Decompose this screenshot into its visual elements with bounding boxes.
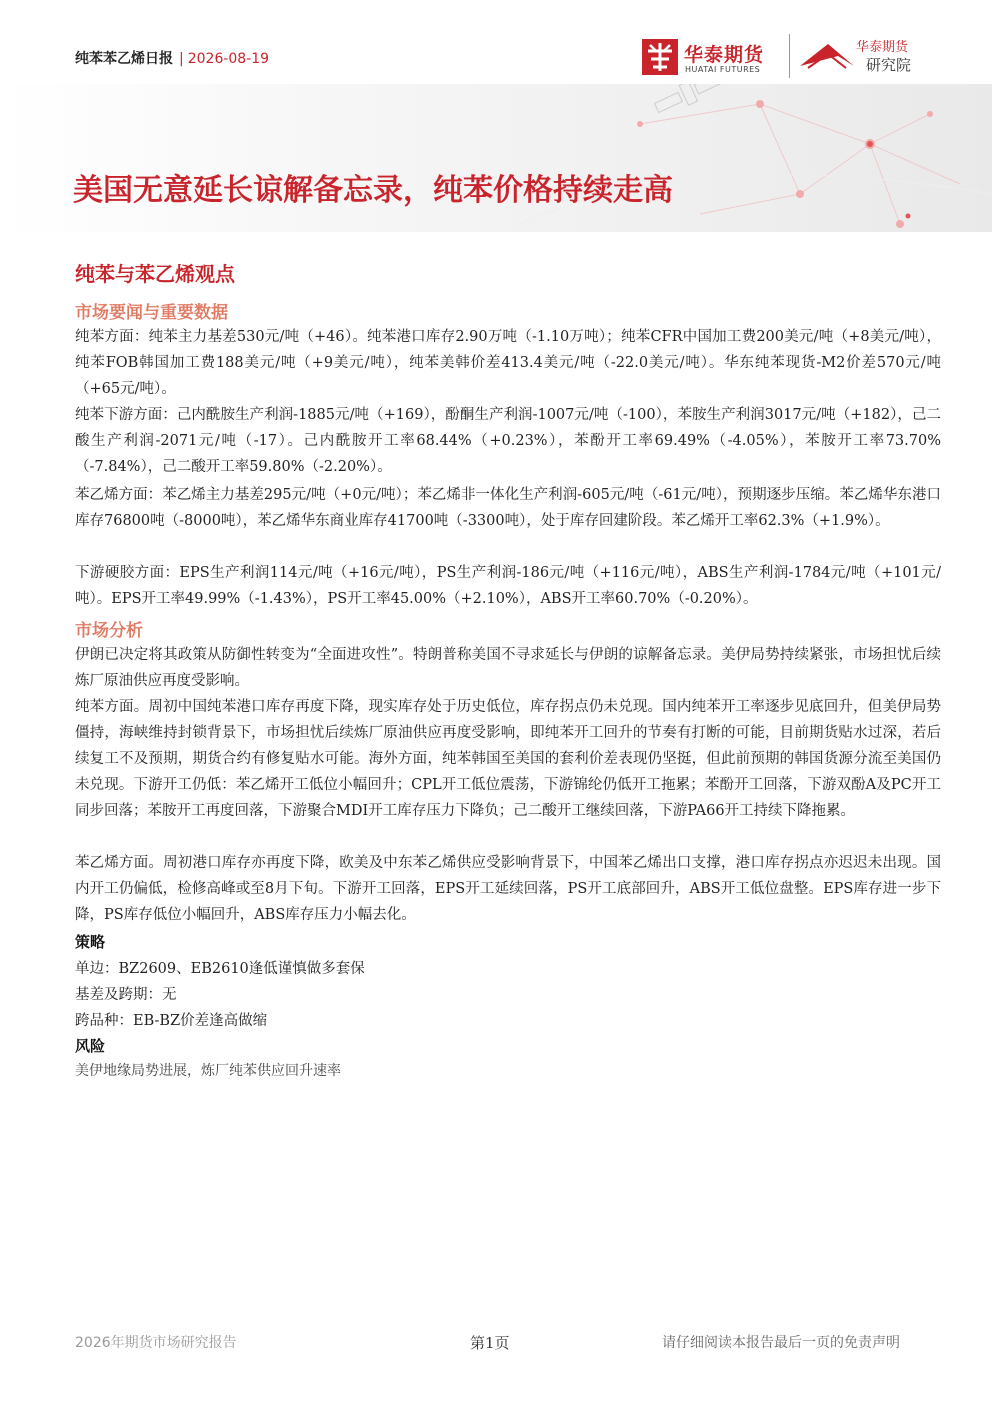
- research-logo-line1: 华泰期货: [856, 40, 909, 55]
- news-paragraph-hard-plastics: 下游硬胶方面：EPS生产利润114元/吨（+16元/吨），PS生产利润-186元/吨（+116元/吨），ABS生产利润-1784元/吨（+101元/吨）。EPS开工率49.99%（-1.43%），PS开工率45.00%（+2.10%），ABS开工率60.70%（-0.20%）。: [75, 565, 941, 607]
- header-separator: |: [179, 51, 184, 67]
- research-logo-line2: 研究院: [866, 56, 912, 74]
- market-analysis-heading: 市场分析: [75, 621, 143, 641]
- news-paragraph-styrene: 苯乙烯方面：苯乙烯主力基差295元/吨（+0元/吨）；苯乙烯非一体化生产利润-605元/吨（-61元/吨），预期逐步压缩。苯乙烯华东港口库存76800吨（-8000吨），苯乙烯华东商业库存41700吨（-3300吨），处于库存回建阶段。苯乙烯开工率62.3%（+1.9%）。: [75, 487, 941, 529]
- main-title: 美国无意延长谅解备忘录，纯苯价格持续走高: [73, 173, 673, 208]
- report-header: [75, 48, 269, 68]
- logo-name-en: HUATAI FUTURES: [685, 65, 761, 74]
- footer-disclaimer-note: 请仔细阅读本报告最后一页的免责声明: [662, 1335, 900, 1351]
- strategy-item: 基差及跨期：无: [75, 987, 177, 1003]
- analysis-paragraph-benzene: 纯苯方面。周初中国纯苯港口库存再度下降，现实库存处于历史低位，库存拐点仍未兑现。国内纯苯开工率逐步见底回升，但美伊局势僵持，海峡维持封锁背景下，市场担忧后续炼厂原油供应再度受影响，即纯苯开工回升的节奏有打断的可能，目前期货贴水过深，若后续复工不及预期，期货合约有修复贴水可能。海外方面，纯苯韩国至美国的套利价差表现仍坚挺，但此前预期的韩国货源分流至美国仍未兑现。下游开工仍低：苯乙烯开工低位小幅回升；CPL开工低位震荡，下游锦纶仍低开工拖累；苯酚开工回落，下游双酚A及PC开工同步回落；苯胺开工再度回落，下游聚合MDI开工库存压力下降负；己二酸开工继续回落，下游PA66开工持续下降拖累。: [75, 699, 941, 819]
- research-institute-logo: [798, 36, 928, 80]
- huatai-futures-logo: [642, 38, 782, 78]
- footer-report-name: 2026年期货市场研究报告: [75, 1335, 237, 1351]
- risk-text: 美伊地缘局势进展，炼厂纯苯供应回升速率: [75, 1063, 341, 1079]
- footer-page-number: 第1页: [470, 1334, 510, 1352]
- report-title: 纯苯苯乙烯日报: [75, 51, 173, 67]
- report-date: 2026-08-19: [187, 51, 270, 67]
- logo-name-cn: 华泰期货: [684, 44, 765, 66]
- research-logo-icon: [798, 40, 856, 70]
- strategy-item: 跨品种：EB-BZ价差逢高做缩: [75, 1013, 268, 1029]
- risk-heading: 风险: [75, 1037, 106, 1055]
- news-paragraph-benzene-downstream: 纯苯下游方面：己内酰胺生产利润-1885元/吨（+169），酚酮生产利润-1007元/吨（-100），苯胺生产利润3017元/吨（+182），己二酸生产利润-2071元/吨（-17）。己内酰胺开工率68.44%（+0.23%），苯酚开工率69.49%（-4.05%），苯胺开工率73.70%（-7.84%），己二酸开工率59.80%（-2.20%）。: [75, 407, 941, 475]
- strategy-item: 单边：BZ2609、EB2610逢低谨慎做多套保: [75, 961, 365, 977]
- section-title: 纯苯与苯乙烯观点: [75, 262, 235, 286]
- huatai-logo-icon: [642, 39, 678, 75]
- analysis-paragraph-styrene: 苯乙烯方面。周初港口库存亦再度下降，欧美及中东苯乙烯供应受影响背景下，中国苯乙烯出口支撑，港口库存拐点亦迟迟未出现。国内开工仍偏低，检修高峰或至8月下旬。下游开工回落，EPS开工延续回落，PS开工底部回升，ABS开工低位盘整。EPS库存进一步下降，PS库存低位小幅回升，ABS库存压力小幅去化。: [75, 855, 941, 923]
- header-banner-graphic: [0, 84, 992, 232]
- market-news-heading: 市场要闻与重要数据: [75, 303, 228, 323]
- strategy-heading: 策略: [75, 933, 106, 951]
- analysis-paragraph-geopolitics: 伊朗已决定将其政策从防御性转变为“全面进攻性”。特朗普称美国不寻求延长与伊朗的谅解备忘录。美伊局势持续紧张，市场担忧后续炼厂原油供应再度受影响。: [75, 647, 941, 689]
- logo-divider: [789, 34, 790, 78]
- news-paragraph-benzene: 纯苯方面：纯苯主力基差530元/吨（+46）。纯苯港口库存2.90万吨（-1.10万吨）；纯苯CFR中国加工费200美元/吨（+8美元/吨），纯苯FOB韩国加工费188美元/吨（+9美元/吨），纯苯美韩价差413.4美元/吨（-22.0美元/吨）。华东纯苯现货-M2价差570元/吨（+65元/吨）。: [75, 329, 941, 397]
